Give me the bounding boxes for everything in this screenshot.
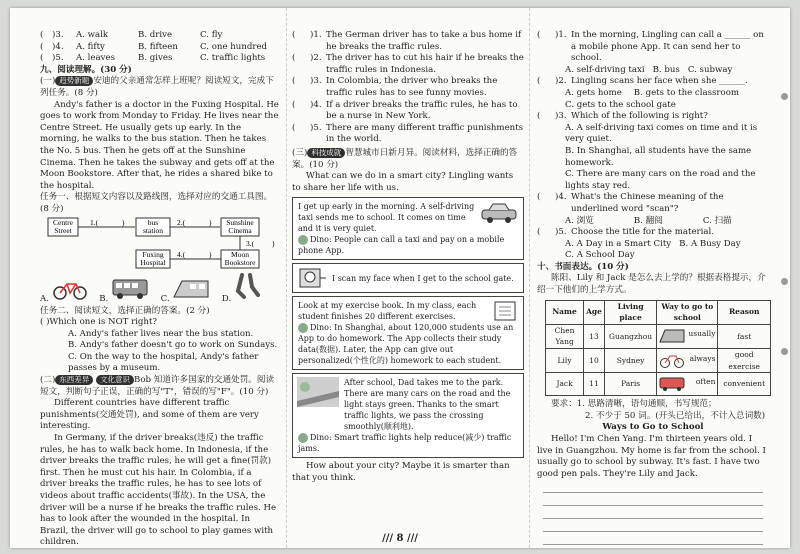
table-row: Jack 11 Paris often convenient bbox=[546, 373, 771, 396]
passage-punishments: In Germany, if the driver breaks(违反) the traffic rules, he has to walk back home. In Indonesia, if the driver breaks the traffic rules, he will get a fine(罚款) first. Then he must cut his hair. In Colombia, if a driver breaks the traffic rules, he has to see lots of videos about traffic accidents(事故). In the USA, the driver will be a nurse if he breaks the traffic rules. He has to look after the wounded in the hospital. In Brazil, the driver will go to school to play games with children. bbox=[40, 433, 277, 548]
table-row: Chen Yang 13 Guangzhou usually fast bbox=[546, 324, 771, 348]
mc-question: ( )3. Which of the following is right? A. A self-driving taxi comes on time and it is very quiet. B. In Shanghai, all students have the same homework. C. There are many cars on the road and the lights stay red. bbox=[537, 111, 758, 191]
column-divider bbox=[280, 8, 287, 548]
binder-ring bbox=[781, 278, 788, 285]
svg-text:station: station bbox=[143, 225, 163, 235]
binder-ring bbox=[781, 348, 788, 355]
section-10-intro: 陈阳、Lily 和 Jack 是怎么去上学的？根据表格提示，介绍一下他们的上学方式。 bbox=[537, 273, 766, 296]
route-map bbox=[40, 216, 280, 272]
writing-line[interactable] bbox=[543, 493, 763, 506]
dino-icon bbox=[298, 235, 308, 245]
essay-start: Hello! I'm Chen Yang. I'm thirteen years old. I live in Guangzhou. My home is far from the school. I usually go to school by subway. It's fast. I have two good pen pals. They're Lily and Jack. bbox=[537, 434, 766, 479]
essay-title: Ways to Go to School bbox=[602, 422, 704, 433]
svg-text:): ) bbox=[209, 217, 212, 227]
svg-text:Fuxing: Fuxing bbox=[142, 249, 164, 259]
tf-question: ( )3. In Colombia, the driver who breaks the traffic rules has to see funny movies. bbox=[292, 76, 498, 98]
smart-city-lead: What can we do in a smart city? Lingling wants to share her life with us. bbox=[292, 171, 514, 193]
face-scan-icon bbox=[298, 267, 328, 289]
park-road-icon bbox=[297, 377, 339, 407]
bicycle-icon bbox=[52, 279, 88, 301]
column-middle bbox=[292, 30, 524, 485]
tf-question: ( )2. The driver has to cut his hair if he breaks the traffic rules in Indonesia. bbox=[292, 53, 524, 75]
svg-text:Moon: Moon bbox=[231, 249, 249, 259]
mc-question: ( )2. Lingling scans her face when she ______. A. gets home B. gets to the classroom C. gets to the school gate bbox=[537, 76, 748, 110]
east-west-tag: 东西差异 bbox=[55, 375, 93, 385]
svg-text:): ) bbox=[272, 238, 275, 248]
writing-line[interactable] bbox=[543, 480, 763, 493]
part3-intro: (三) 科技成就 智慧城市日新月异。阅读材料，选择正确的答案。(10 分) bbox=[292, 147, 518, 170]
column-divider bbox=[523, 8, 530, 548]
bus-icon bbox=[111, 277, 149, 301]
mc-question: ( )5. Choose the title for the material. A. A Day in a Smart City B. A Busy Day C. A School Day bbox=[537, 227, 741, 261]
svg-text:): ) bbox=[122, 217, 125, 227]
writing-line[interactable] bbox=[543, 519, 763, 532]
svg-text:bus: bus bbox=[147, 217, 159, 227]
section-9-title: 九、阅读理解。(30 分) bbox=[40, 64, 132, 75]
task1-instruction: 任务一、根据短文内容以及路线图，选择对应的交通工具图。(8 分) bbox=[40, 192, 273, 214]
tf-question: ( )1. The German driver has to take a bus home if he breaks the traffic rules. bbox=[292, 30, 522, 52]
svg-text:Street: Street bbox=[54, 225, 72, 235]
column-left bbox=[40, 30, 280, 548]
top-option-row: ( )3. A. walk B. drive C. fly bbox=[40, 30, 223, 40]
writing-line[interactable] bbox=[543, 506, 763, 519]
taxi-icon bbox=[479, 202, 519, 224]
subway-icon bbox=[659, 328, 685, 344]
mc-question: ( )4. What's the Chinese meaning of the underlined word "scan"? A. 浏览 B. 翻阅 C. 扫描 bbox=[537, 192, 732, 226]
map-centre-label: Centre bbox=[53, 217, 73, 227]
table-row: Lily 10 Sydney always good exercise bbox=[546, 349, 771, 373]
top-option-row: ( )4. A. fifty B. fifteen C. one hundred bbox=[40, 41, 268, 52]
bus-icon bbox=[659, 376, 685, 392]
dino-icon bbox=[298, 323, 308, 333]
answer-option: C. On the way to the hospital, Andy's father passes by a museum. bbox=[68, 351, 259, 374]
culture-tag: 文化意识 bbox=[96, 375, 134, 385]
page-number: /// 8 /// bbox=[382, 533, 418, 544]
top-option-row: ( )5. A. leaves B. gives C. traffic lights bbox=[40, 53, 266, 64]
map-n2: 2.( bbox=[177, 217, 186, 227]
story-box-traffic-lights: After school, Dad takes me to the park. There are many cars on the road and the light stays green. Thanks to the smart traffic lights, we pass the crossing smoothly(顺利地). Dino: Smart traffic lights help reduce(减少) traffic jams. bbox=[292, 373, 524, 458]
svg-text:Hospital: Hospital bbox=[140, 257, 166, 267]
requirement-2: 2. 不少于 50 词。(开头已给出，不计入总词数) bbox=[585, 410, 766, 421]
section-10-title: 十、书面表达。(10 分) bbox=[537, 261, 629, 272]
map-n3: 3.( bbox=[246, 238, 255, 248]
answer-option: A. Andy's father lives near the bus station. bbox=[68, 328, 254, 339]
passage-andy: Andy's father is a doctor in the Fuxing Hospital. He goes to work from Monday to Friday. He lives near the Centre Street. He usually gets up early. In the morning, he walks to the bus station. Then he takes the No. 5 bus. Then he gets off at the Sunshine Cinema. Then he takes the subway and gets off at the Moon Bookstore. After that, he rides a shared bike to the hospital. bbox=[40, 99, 279, 191]
dino-icon bbox=[298, 433, 308, 443]
binder-ring bbox=[781, 93, 788, 100]
mc-question: ( )1. In the morning, Lingling can call a ______ on a mobile phone App. It can send her to school. A. self-driving taxi B. bus C. subway bbox=[537, 30, 764, 75]
worksheet-page bbox=[10, 8, 790, 548]
tf-question: ( )5. There are many different traffic punishments in the world. bbox=[292, 122, 524, 145]
bicycle-icon bbox=[659, 353, 685, 369]
svg-text:): ) bbox=[209, 249, 212, 259]
table-header: Name Age Living place Way to go to school Reason bbox=[546, 300, 771, 324]
trend-tag: 趋势新题 bbox=[55, 76, 93, 86]
map-n1: 1.( bbox=[90, 217, 99, 227]
svg-text:Cinema: Cinema bbox=[228, 225, 252, 235]
requirement-1: 要求：1. 思路清晰，语句通顺，书写规范； bbox=[551, 399, 717, 410]
svg-text:Sunshine: Sunshine bbox=[226, 217, 254, 227]
exercise-book-icon bbox=[491, 300, 519, 322]
subway-icon bbox=[172, 277, 210, 301]
part2-intro: (二) 东西差异 文化意识 Bob 知道许多国家的交通处罚。阅读短文，判断句子正误，正确的写"T"，错误的写"F"。(10 分) bbox=[40, 375, 275, 397]
tf-question: ( )4. If a driver breaks the traffic rules, he has to be a nurse in New York. bbox=[292, 99, 518, 122]
info-table bbox=[545, 300, 771, 397]
tech-tag: 科技成就 bbox=[307, 148, 345, 158]
column-right bbox=[537, 30, 769, 545]
svg-text:Bookstore: Bookstore bbox=[224, 257, 256, 267]
task2-instruction: 任务二、阅读短文，选择正确的答案。(2 分) bbox=[40, 305, 210, 316]
passage-ending: How about your city? Maybe it is smarter than that you think. bbox=[292, 461, 510, 483]
picture-options: A. B. C. D. bbox=[40, 272, 280, 306]
part1-intro: (一) 趋势新题 安迪的父亲通常怎样上班呢？阅读短文，完成下列任务。(8 分) bbox=[40, 76, 274, 98]
story-box-face-scan: I scan my face when I get to the school gate. bbox=[292, 263, 524, 293]
map-n4: 4.( bbox=[177, 249, 186, 259]
walking-legs-icon bbox=[234, 273, 260, 301]
question-not-right: ( )Which one is NOT right? bbox=[40, 317, 158, 328]
passage-punishments: Different countries have different traffic punishments(交通处罚), and some of them are very interesting. bbox=[40, 398, 259, 432]
story-box-homework: Look at my exercise book. In my class, each student finishes 20 different exercises. Dino: In Shanghai, about 120,000 students use an App to do homework. The App collects their study data(数据). Later, the App can give out personalized(个性化的) homework to each student. bbox=[292, 296, 524, 370]
answer-option: B. Andy's father doesn't go to work on Sundays. bbox=[68, 340, 278, 351]
story-box-taxi: I get up early in the morning. A self-driving taxi sends me to school. It comes on time and it is very quiet. Dino: People can call a taxi and pay on a mobile phone App. bbox=[292, 197, 524, 260]
